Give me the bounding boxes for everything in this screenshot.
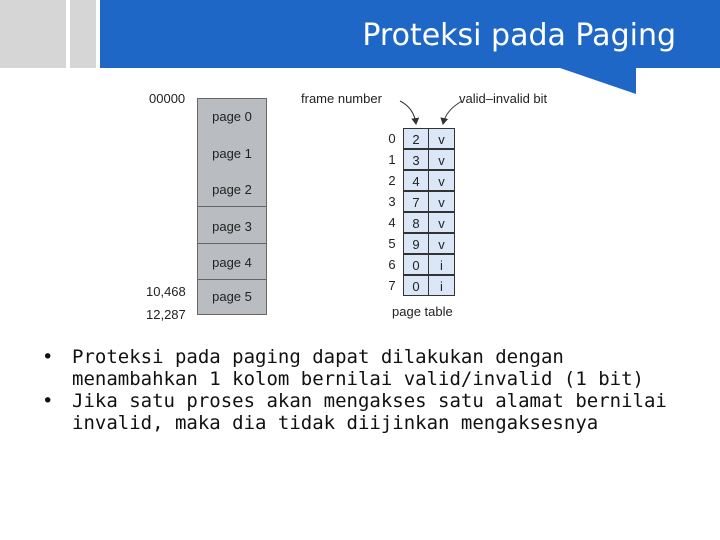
page-table-frame: 0 — [403, 254, 429, 275]
bullet-icon: • — [42, 390, 54, 412]
page-table-index: 3 — [388, 194, 396, 209]
memory-divider — [198, 279, 266, 280]
page-table-row — [388, 275, 455, 296]
frame-number-label: frame number — [301, 91, 382, 106]
page-table-row — [388, 233, 455, 254]
page-table-valid-bit: v — [428, 170, 455, 191]
page-table-row — [388, 128, 455, 149]
page-table-row — [388, 149, 455, 170]
page-table-frame: 0 — [403, 275, 429, 296]
page-table-valid-bit: v — [428, 128, 455, 149]
page-table-frame: 8 — [403, 212, 429, 233]
title-bar — [100, 0, 720, 68]
page-table-index: 5 — [388, 236, 396, 251]
page-table-index: 4 — [388, 215, 396, 230]
page-table-valid-bit: v — [428, 212, 455, 233]
page-table-valid-bit: i — [428, 254, 455, 275]
bullet-item — [40, 346, 690, 390]
page-table-index: 2 — [388, 173, 396, 188]
page-table-valid-bit: v — [428, 191, 455, 212]
page-table-index: 7 — [388, 278, 396, 293]
bullet-list — [40, 346, 690, 434]
page-table-frame: 2 — [403, 128, 429, 149]
page-table-row — [388, 191, 455, 212]
bullet-item — [40, 390, 690, 434]
valid-invalid-label: valid–invalid bit — [459, 91, 548, 106]
page-table-row — [388, 212, 455, 233]
page-table-frame: 9 — [403, 233, 429, 254]
page-table-index: 6 — [388, 257, 396, 272]
slide-title: Proteksi pada Paging — [362, 18, 676, 53]
page-table-valid-bit: v — [428, 233, 455, 254]
memory-page: page 4 — [212, 255, 252, 270]
memory-divider — [198, 206, 266, 207]
page-table-valid-bit: i — [428, 275, 455, 296]
bullet-icon: • — [42, 346, 54, 368]
page-table-frame: 4 — [403, 170, 429, 191]
page-table-row — [388, 254, 455, 275]
page-table-frame: 7 — [403, 191, 429, 212]
page-table-valid-bit: v — [428, 149, 455, 170]
memory-address-12287: 12,287 — [146, 307, 186, 322]
memory-divider — [198, 243, 266, 244]
page-table-label: page table — [392, 304, 453, 319]
memory-address-10468: 10,468 — [146, 284, 186, 299]
frame-number-arrow — [400, 101, 416, 124]
bullet-text: Proteksi pada paging dapat dilakukan dengan menambahkan 1 kolom bernilai valid/invalid (1 bit) — [72, 346, 644, 390]
header-gray-block-left — [0, 0, 66, 68]
bullet-text: Jika satu proses akan mengakses satu alamat bernilai invalid, maka dia tidak diijinkan mengaksesnya — [72, 390, 667, 434]
memory-page: page 3 — [212, 219, 252, 234]
memory-start-address: 00000 — [149, 91, 186, 106]
page-table-index: 0 — [388, 131, 396, 146]
page-table-row — [388, 170, 455, 191]
title-bar-tail — [560, 68, 636, 94]
memory-page: page 2 — [212, 182, 252, 197]
memory-page: page 5 — [212, 289, 252, 304]
header-gray-block-right — [70, 0, 96, 68]
memory-page: page 0 — [212, 109, 252, 124]
page-table-index: 1 — [388, 152, 396, 167]
logical-memory — [197, 98, 267, 315]
memory-page: page 1 — [212, 146, 252, 161]
page-table-frame: 3 — [403, 149, 429, 170]
